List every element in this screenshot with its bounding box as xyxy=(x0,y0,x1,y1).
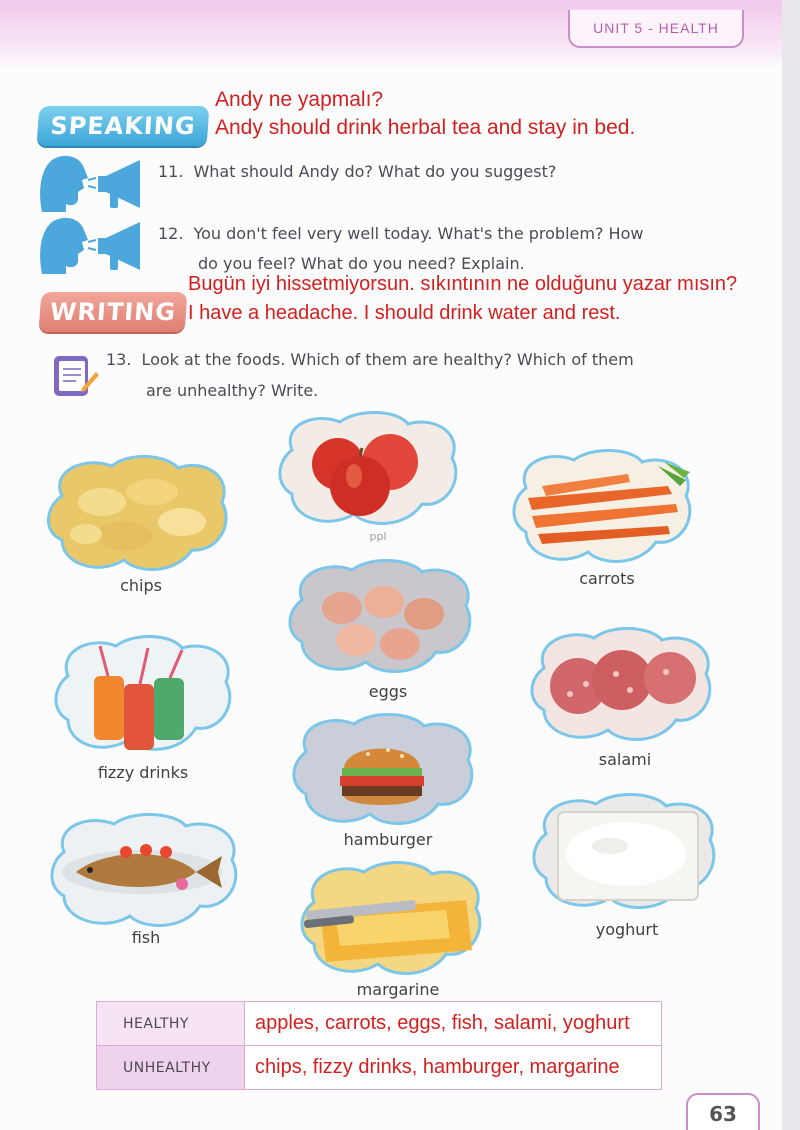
fizzy-drinks-picture xyxy=(50,632,234,760)
fizzy-drinks-label: fizzy drinks xyxy=(97,763,189,782)
eggs-picture xyxy=(284,556,476,680)
chips-picture xyxy=(42,452,230,576)
question-12-line1: You don't feel very well today. What's the problem? How xyxy=(193,224,644,243)
question-13-line2: are unhealthy? Write. xyxy=(146,381,319,400)
chips-label: chips xyxy=(120,576,162,595)
speaking-answer-english: Andy should drink herbal tea and stay in bed. xyxy=(215,116,636,139)
unit-tab: UNIT 5 - HEALTH xyxy=(568,10,744,48)
fish-label: fish xyxy=(131,928,161,947)
hamburger-picture xyxy=(288,712,478,830)
question-13-number: 13. xyxy=(106,350,132,369)
speaker-megaphone-icon xyxy=(36,214,154,276)
unhealthy-header: UNHEALTHY xyxy=(97,1046,245,1090)
carrots-picture xyxy=(508,446,694,570)
healthy-header: HEALTHY xyxy=(97,1002,245,1046)
salami-label: salami xyxy=(598,750,652,769)
question-12 xyxy=(158,224,643,243)
margarine-label: margarine xyxy=(356,980,440,999)
question-11-number: 11. xyxy=(158,162,184,181)
carrots-label: carrots xyxy=(579,569,635,588)
healthy-unhealthy-table xyxy=(96,1001,662,1090)
speaking-banner: SPEAKING xyxy=(37,106,210,146)
margarine-picture xyxy=(296,858,484,982)
question-13 xyxy=(106,350,634,369)
healthy-answer[interactable]: apples, carrots, eggs, fish, salami, yoghurt xyxy=(245,1002,662,1046)
salami-picture xyxy=(526,624,714,748)
yoghurt-label: yoghurt xyxy=(595,920,659,939)
question-11 xyxy=(158,162,556,181)
apples-picture xyxy=(274,410,460,530)
notebook-pencil-icon xyxy=(52,352,100,400)
speaker-megaphone-icon xyxy=(36,152,154,214)
unhealthy-answer[interactable]: chips, fizzy drinks, hamburger, margarine xyxy=(245,1046,662,1090)
writing-answer-turkish: Bugün iyi hissetmiyorsun. sıkıntının ne olduğunu yazar mısın? xyxy=(188,273,738,295)
yoghurt-picture xyxy=(528,790,720,918)
eggs-label: eggs xyxy=(368,682,408,701)
question-12-line2: do you feel? What do you need? Explain. xyxy=(198,254,525,273)
hamburger-label: hamburger xyxy=(343,830,433,849)
speaking-answer-turkish: Andy ne yapmalı? xyxy=(215,88,384,111)
apples-label: ppl xyxy=(369,530,387,543)
writing-answer-english: I have a headache. I should drink water and rest. xyxy=(188,302,621,324)
question-13-line1: Look at the foods. Which of them are healthy? Which of them xyxy=(141,350,634,369)
fish-picture xyxy=(46,810,242,932)
page-edge xyxy=(782,0,800,1130)
page-number: 63 xyxy=(686,1093,760,1130)
writing-banner: WRITING xyxy=(39,292,188,332)
table-row xyxy=(97,1046,662,1090)
table-row xyxy=(97,1002,662,1046)
question-11-text: What should Andy do? What do you suggest? xyxy=(193,162,557,181)
question-12-number: 12. xyxy=(158,224,184,243)
